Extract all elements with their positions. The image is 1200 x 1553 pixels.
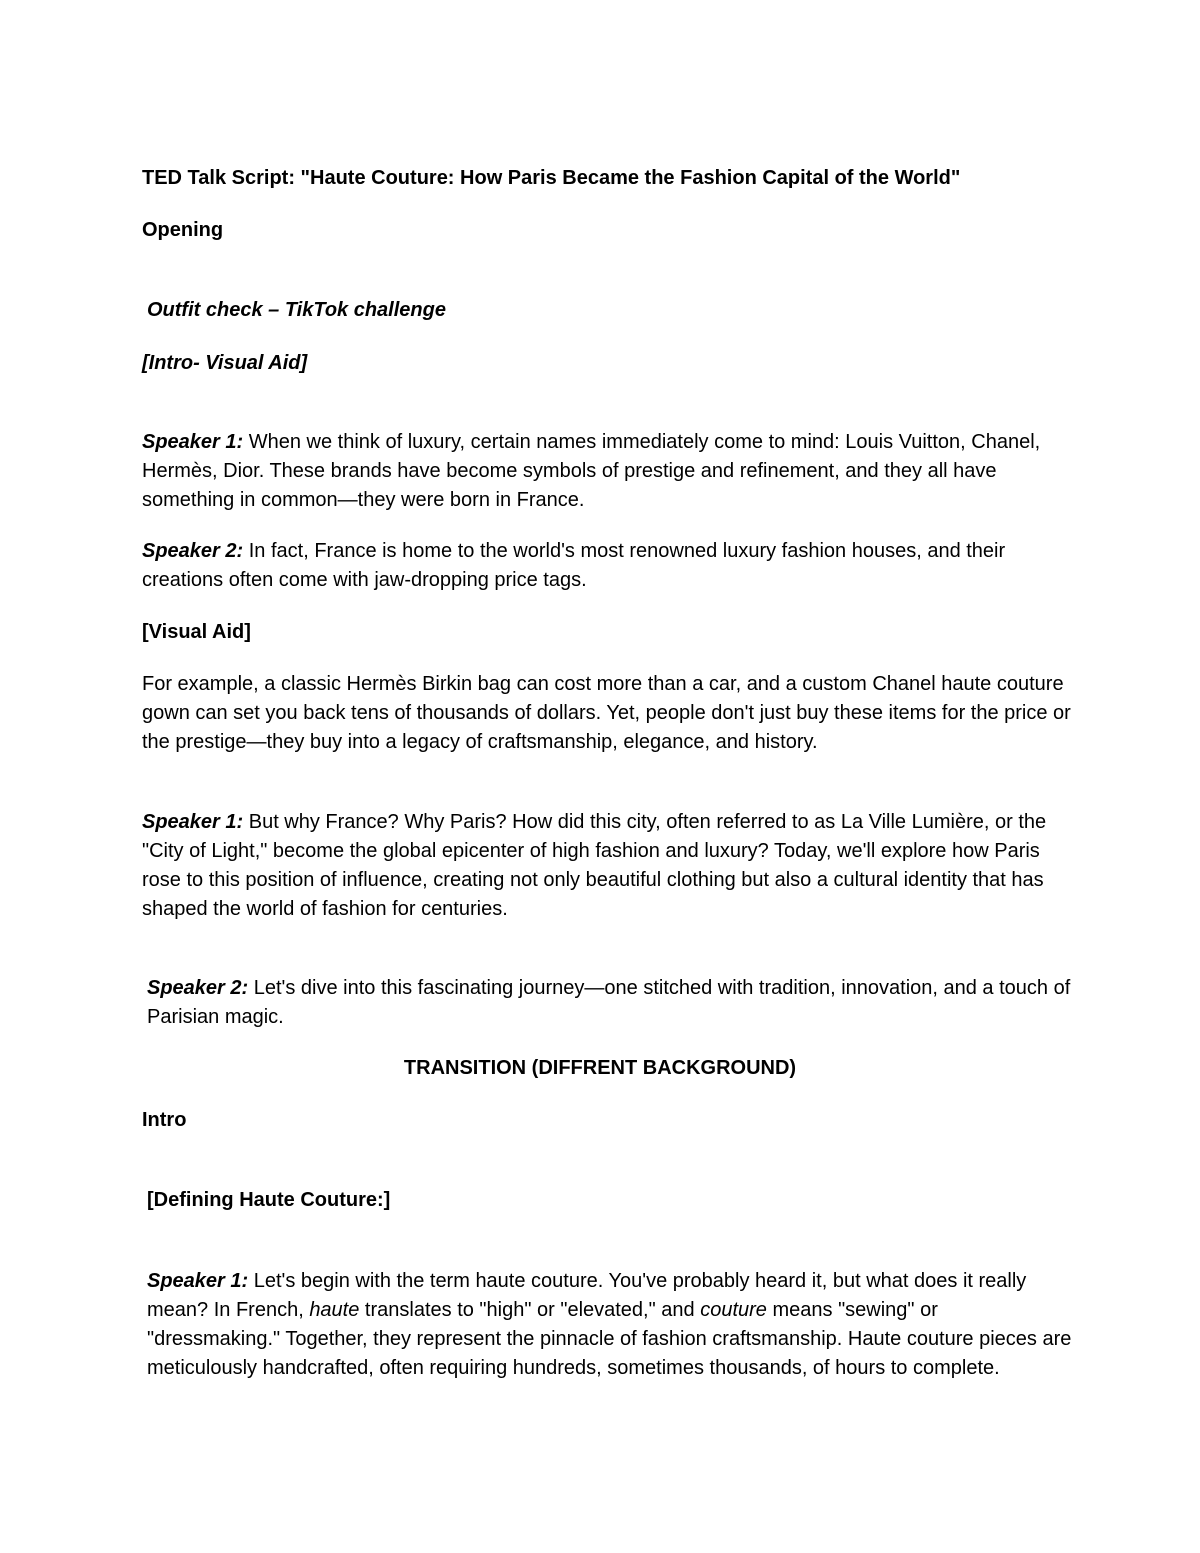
speaker-label: Speaker 1:	[147, 1270, 249, 1292]
visual-aid-label: [Visual Aid]	[142, 621, 251, 643]
paragraph-speaker1-why-france	[142, 808, 1072, 924]
outfit-check-label: Outfit check – TikTok challenge	[147, 299, 446, 321]
paragraph-speaker2-dive	[142, 974, 1072, 1032]
paragraph-text: Let's begin with the term haute couture. You've probably heard it, but what does it really mean? In French,	[147, 1270, 1027, 1321]
opening-heading: Opening	[142, 219, 224, 241]
paragraph-text: Let's dive into this fascinating journey—one stitched with tradition, innovation, and a touch of Parisian magic.	[147, 977, 1071, 1028]
paragraph-speaker2-intro	[142, 537, 1072, 595]
paragraph-text: When we think of luxury, certain names immediately come to mind: Louis Vuitton, Chanel, Hermès, Dior. These brands have become symbols of prestige and refinement, and they all have something in common—they were born in France.	[142, 431, 1041, 511]
emphasis-couture: couture	[700, 1299, 767, 1321]
speaker-label: Speaker 2:	[142, 540, 244, 562]
speaker-label: Speaker 1:	[142, 431, 244, 453]
paragraph-text: For example, a classic Hermès Birkin bag can cost more than a car, and a custom Chanel haute couture gown can set you back tens of thousands of dollars. Yet, people don't just buy these items for the price or the prestige—they buy into a legacy of craftsmanship, elegance, and history.	[142, 673, 1071, 753]
paragraph-example	[142, 670, 1072, 757]
paragraph-text: But why France? Why Paris? How did this city, often referred to as La Ville Lumière, or the "City of Light," become the global epicenter of high fashion and luxury? Today, we'll explore how Paris rose to this position of influence, creating not only beautiful clothing but also a cultural identity that has shaped the world of fashion for centuries.	[142, 811, 1047, 920]
document-title: TED Talk Script: "Haute Couture: How Paris Became the Fashion Capital of the World"	[142, 167, 961, 189]
paragraph-text: In fact, France is home to the world's most renowned luxury fashion houses, and their creations often come with jaw-dropping price tags.	[142, 540, 1006, 591]
paragraph-speaker1-haute-couture	[142, 1267, 1072, 1383]
emphasis-haute: haute	[309, 1299, 360, 1321]
paragraph-speaker1-intro	[142, 428, 1072, 515]
paragraph-text: means "sewing" or "dressmaking." Together, they represent the pinnacle of fashion craftsmanship. Haute couture pieces are meticulously handcrafted, often requiring hundreds, sometimes thousands, of hours to complete.	[147, 1299, 1072, 1379]
intro-visual-aid-label: [Intro- Visual Aid]	[142, 352, 308, 374]
intro-heading: Intro	[142, 1109, 187, 1131]
transition-heading: TRANSITION (DIFFRENT BACKGROUND)	[403, 1057, 797, 1079]
speaker-label: Speaker 1:	[142, 811, 244, 833]
paragraph-text: translates to "high" or "elevated," and	[359, 1299, 701, 1321]
speaker-label: Speaker 2:	[147, 977, 249, 999]
defining-haute-couture-label: [Defining Haute Couture:]	[147, 1189, 391, 1211]
